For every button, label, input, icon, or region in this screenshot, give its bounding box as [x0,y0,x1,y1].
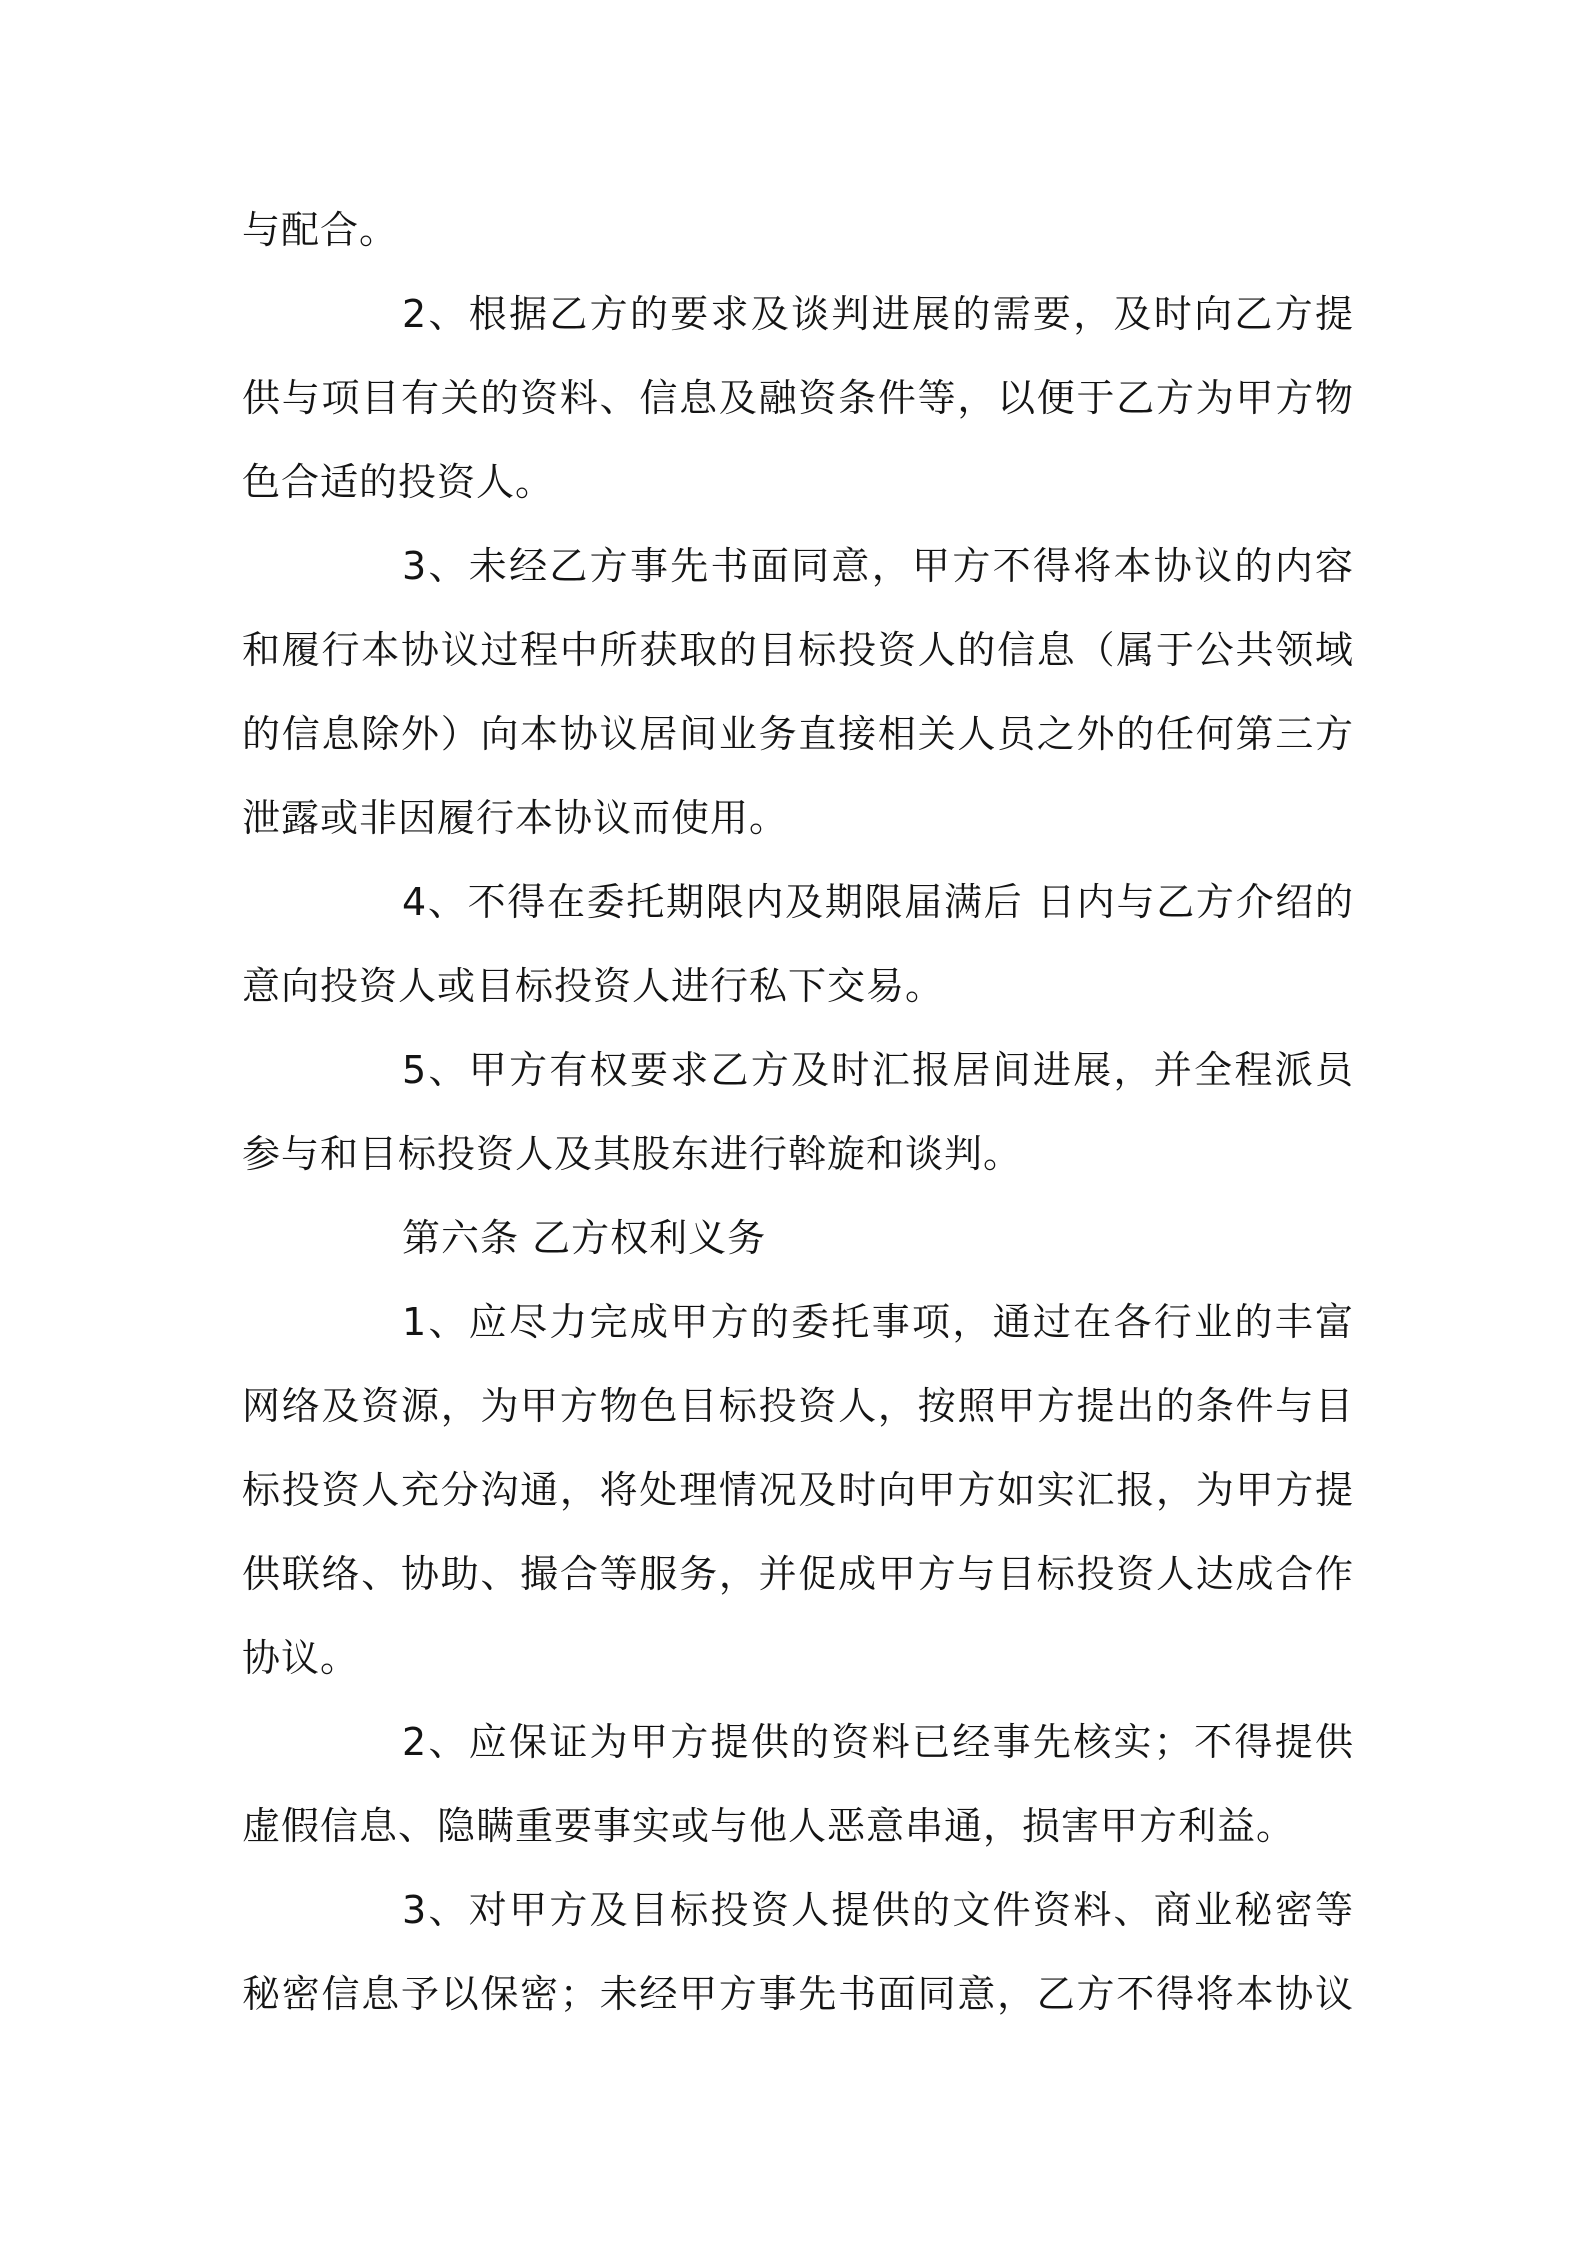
text-line: 2、应保证为甲方提供的资料已经事先核实；不得提供 [402,1720,1354,1764]
document-body [242,188,1354,2036]
text-line: 协议。 [242,1636,360,1680]
text-line: 4、不得在委托期限内及期限届满后 日内与乙方介绍的 [402,880,1354,924]
text-line: 的信息除外）向本协议居间业务直接相关人员之外的任何第三方 [242,712,1354,756]
text-line: 3、对甲方及目标投资人提供的文件资料、商业秘密等 [402,1888,1354,1932]
text-line: 5、甲方有权要求乙方及时汇报居间进展，并全程派员 [402,1048,1354,1092]
text-line: 网络及资源，为甲方物色目标投资人，按照甲方提出的条件与目 [242,1384,1354,1428]
section-heading: 第六条 乙方权利义务 [402,1216,767,1260]
text-line: 和履行本协议过程中所获取的目标投资人的信息（属于公共领域 [242,628,1354,672]
text-line: 秘密信息予以保密；未经甲方事先书面同意，乙方不得将本协议 [242,1972,1354,2016]
text-line: 意向投资人或目标投资人进行私下交易。 [242,964,945,1008]
text-line: 供联络、协助、撮合等服务，并促成甲方与目标投资人达成合作 [242,1552,1354,1596]
text-line: 参与和目标投资人及其股东进行斡旋和谈判。 [242,1132,1023,1176]
text-line: 色合适的投资人。 [242,460,555,504]
text-line: 3、未经乙方事先书面同意，甲方不得将本协议的内容 [402,544,1354,588]
text-line: 虚假信息、隐瞒重要事实或与他人恶意串通，损害甲方利益。 [242,1804,1296,1848]
text-line: 供与项目有关的资料、信息及融资条件等，以便于乙方为甲方物 [242,376,1354,420]
text-line: 与配合。 [242,208,399,252]
text-line: 2、根据乙方的要求及谈判进展的需要，及时向乙方提 [402,292,1354,336]
text-line: 泄露或非因履行本协议而使用。 [242,796,789,840]
text-line: 标投资人充分沟通，将处理情况及时向甲方如实汇报，为甲方提 [242,1468,1354,1512]
text-line: 1、应尽力完成甲方的委托事项，通过在各行业的丰富 [402,1300,1354,1344]
